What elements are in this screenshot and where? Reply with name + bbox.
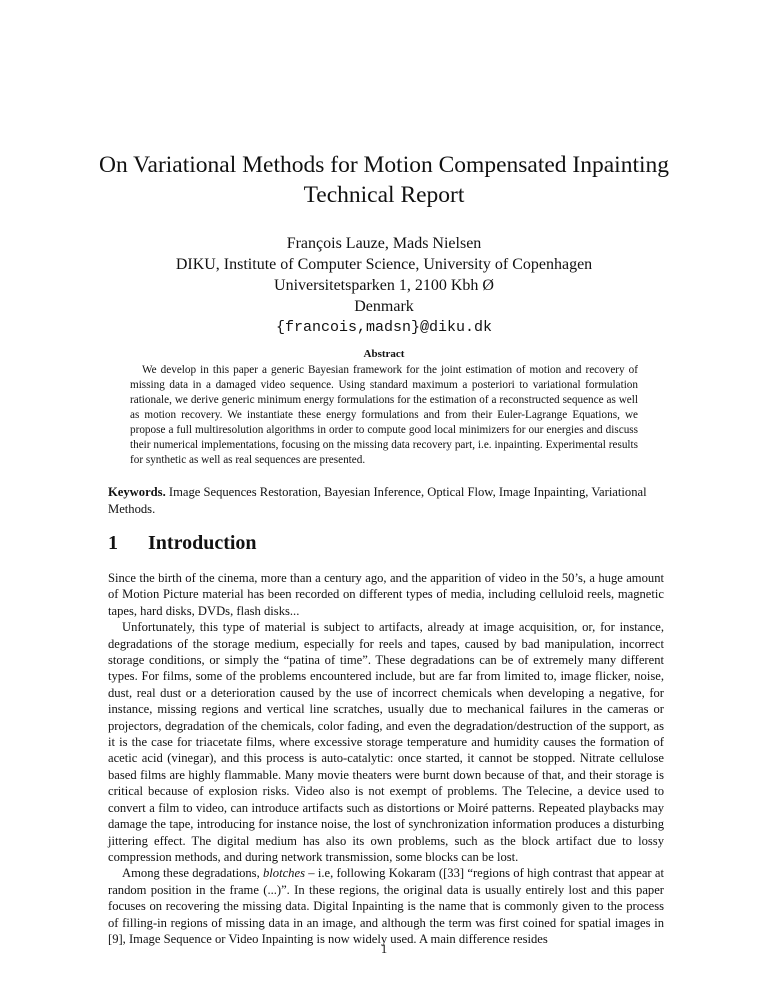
keywords bbox=[108, 484, 668, 518]
paragraph-3-rest: – i.e, following Kokaram ([33] “regions of high contrast that appear at random position in the frame (...)”. In these regions, the original data is usually entirely lost and this paper focuses on recovering the missing data. Digital Inpainting is the name that is commonly given to the process of filling-in regions of missing data in an image, and although the term was first coined for spatial images in [9], Image Sequence or Video Inpainting is now widely used. A main difference resides bbox=[108, 866, 664, 946]
paragraph-3-emphasis: blotches bbox=[263, 866, 305, 881]
page-number: 1 bbox=[380, 942, 388, 956]
abstract-text: We develop in this paper a generic Bayesian framework for the joint estimation of motion and recovery of missing data in a damaged video sequence. Using standard maximum a posteriori to variational formulation rationale, we derive generic minimum energy formulations for the estimation of a reconstructed sequence as well as motion recovery. We instantiate these energy formulations and from their Euler-Lagrange Equations, we propose a full multiresolution algorithms in order to compute good local minimizers for our energies and discuss their numerical implementations, focusing on the missing data recovery part, i.e. inpainting. Experimental results for synthetic as well as real sequences are presented. bbox=[130, 364, 638, 466]
author-email: {francois,madsn}@diku.dk bbox=[275, 319, 493, 336]
author-country: Denmark bbox=[354, 298, 414, 315]
title-line-2: Technical Report bbox=[303, 182, 465, 208]
author-block bbox=[60, 233, 708, 338]
section-number: 1 bbox=[108, 532, 118, 554]
paragraph-3 bbox=[108, 865, 664, 947]
section-title: Introduction bbox=[148, 532, 257, 554]
author-affiliation: DIKU, Institute of Computer Science, University of Copenhagen bbox=[175, 256, 593, 273]
keywords-label: Keywords. bbox=[108, 485, 166, 499]
body-text bbox=[108, 570, 664, 947]
author-names: François Lauze, Mads Nielsen bbox=[286, 235, 482, 252]
abstract-heading: Abstract bbox=[363, 348, 405, 360]
paragraph-1: Since the birth of the cinema, more than a century ago, and the apparition of video in the 50’s, a huge amount of Motion Picture material has been recorded on different types of media, including celluloid reels, magnetic tapes, hard disks, DVDs, flash disks... bbox=[108, 571, 664, 618]
title-line-1: On Variational Methods for Motion Compensated Inpainting bbox=[98, 152, 669, 178]
paragraph-2: Unfortunately, this type of material is subject to artifacts, already at image acquisition, or, for instance, degradations of the storage medium, especially for reels and tapes, caused by bad manipulation, incorrect storage conditions, or simply the “patina of time”. These degradations can be of extremely many different types. For films, some of the problems encountered include, but are far from limited to, image flicker, noise, dust, real dust or a deterioration caused by the use of incorrect chemicals when developing a negative, for instance, missing regions and vertical line scratches, usually due to mechanical failures in the cameras or projectors, degradation of the chemicals, color fading, and even the degradation/destruction of the support, as it is the case for triacetate films, where excessive storage temperature and humidity causes the formation of acetic acid (vinegar), and this process is auto-catalytic: once started, it cannot be stopped. Nitrate cellulose based films are highly flammable. Many movie theaters were burnt down because of that, and their storage is critical because of explosion risks. Video also is not exempt of problems. The Telecine, a device used to convert a film to video, can introduce artifacts such as distortions or Moiré patterns. Repeated playbacks may damage the tape, introducing for instance noise, the lost of synchronization information produces a disturbing jittering effect. The digital medium has also its own problems, such as the block artifact due to lossy compression methods, and during network transmission, some blocks can be lost. bbox=[108, 620, 664, 864]
section-heading bbox=[108, 532, 257, 555]
keywords-text: Image Sequences Restoration, Bayesian Inference, Optical Flow, Image Inpainting, Variational Methods. bbox=[108, 485, 647, 516]
paragraph-3-start: Among these degradations, bbox=[122, 866, 263, 881]
paper-title bbox=[60, 150, 708, 210]
author-address: Universitetsparken 1, 2100 Kbh Ø bbox=[274, 277, 494, 294]
